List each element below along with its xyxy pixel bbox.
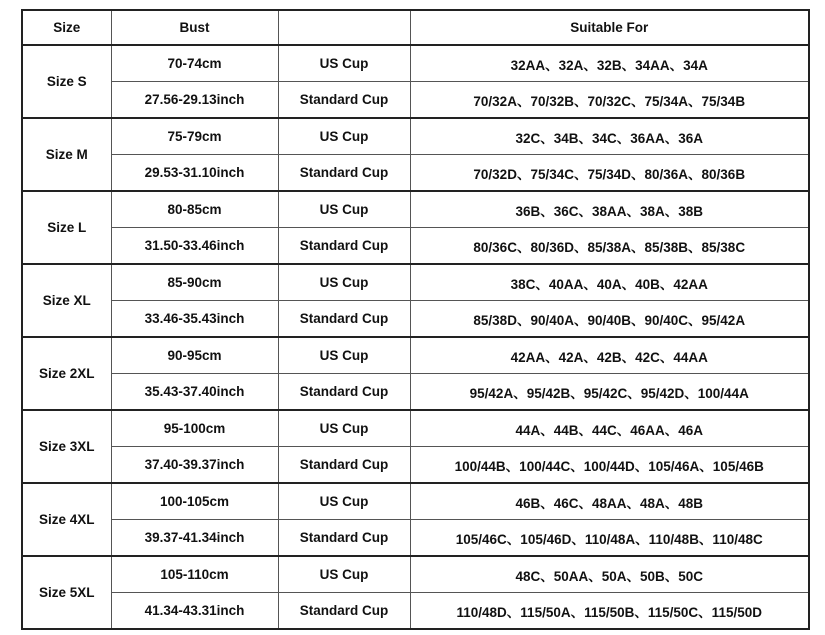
- size-label: Size L: [22, 191, 111, 264]
- suitable-us-cups: 32C、34B、34C、36AA、36A: [410, 118, 809, 155]
- table-row: [22, 556, 809, 593]
- bust-inch: 39.37-41.34inch: [111, 520, 278, 557]
- bust-inch: 29.53-31.10inch: [111, 155, 278, 192]
- table-row: [22, 483, 809, 520]
- size-chart-table: [21, 9, 810, 630]
- bust-inch: 33.46-35.43inch: [111, 301, 278, 338]
- header-cup: [278, 10, 410, 45]
- cup-type-us: US Cup: [278, 483, 410, 520]
- size-label: Size XL: [22, 264, 111, 337]
- suitable-us-cups: 38C、40AA、40A、40B、42AA: [410, 264, 809, 301]
- cup-type-us: US Cup: [278, 556, 410, 593]
- header-suitable-for: Suitable For: [410, 10, 809, 45]
- table-row: [22, 118, 809, 155]
- suitable-standard-cups: 70/32D、75/34C、75/34D、80/36A、80/36B: [410, 155, 809, 192]
- size-label: Size 4XL: [22, 483, 111, 556]
- cup-type-standard: Standard Cup: [278, 82, 410, 119]
- cup-type-standard: Standard Cup: [278, 301, 410, 338]
- table-row: [22, 228, 809, 265]
- size-label: Size S: [22, 45, 111, 118]
- size-label: Size 2XL: [22, 337, 111, 410]
- cup-type-us: US Cup: [278, 337, 410, 374]
- suitable-standard-cups: 70/32A、70/32B、70/32C、75/34A、75/34B: [410, 82, 809, 119]
- suitable-us-cups: 32AA、32A、32B、34AA、34A: [410, 45, 809, 82]
- suitable-standard-cups: 80/36C、80/36D、85/38A、85/38B、85/38C: [410, 228, 809, 265]
- suitable-us-cups: 48C、50AA、50A、50B、50C: [410, 556, 809, 593]
- table-row: [22, 82, 809, 119]
- cup-type-standard: Standard Cup: [278, 228, 410, 265]
- bust-inch: 31.50-33.46inch: [111, 228, 278, 265]
- suitable-standard-cups: 85/38D、90/40A、90/40B、90/40C、95/42A: [410, 301, 809, 338]
- table-row: [22, 191, 809, 228]
- size-label: Size 3XL: [22, 410, 111, 483]
- cup-type-standard: Standard Cup: [278, 374, 410, 411]
- table-row: [22, 301, 809, 338]
- bust-inch: 37.40-39.37inch: [111, 447, 278, 484]
- size-label: Size M: [22, 118, 111, 191]
- header-row: [22, 10, 809, 45]
- bust-cm: 90-95cm: [111, 337, 278, 374]
- suitable-us-cups: 46B、46C、48AA、48A、48B: [410, 483, 809, 520]
- cup-type-us: US Cup: [278, 45, 410, 82]
- table-row: [22, 374, 809, 411]
- table-row: [22, 45, 809, 82]
- bust-cm: 80-85cm: [111, 191, 278, 228]
- cup-type-us: US Cup: [278, 191, 410, 228]
- suitable-us-cups: 36B、36C、38AA、38A、38B: [410, 191, 809, 228]
- cup-type-us: US Cup: [278, 264, 410, 301]
- suitable-standard-cups: 110/48D、115/50A、115/50B、115/50C、115/50D: [410, 593, 809, 630]
- table-row: [22, 337, 809, 374]
- cup-type-us: US Cup: [278, 118, 410, 155]
- size-label: Size 5XL: [22, 556, 111, 629]
- cup-type-standard: Standard Cup: [278, 520, 410, 557]
- table-body: [22, 45, 809, 629]
- bust-cm: 70-74cm: [111, 45, 278, 82]
- table-row: [22, 447, 809, 484]
- table-row: [22, 520, 809, 557]
- header-bust: Bust: [111, 10, 278, 45]
- table-row: [22, 410, 809, 447]
- cup-type-us: US Cup: [278, 410, 410, 447]
- bust-cm: 105-110cm: [111, 556, 278, 593]
- bust-cm: 85-90cm: [111, 264, 278, 301]
- bust-cm: 95-100cm: [111, 410, 278, 447]
- bust-cm: 75-79cm: [111, 118, 278, 155]
- suitable-standard-cups: 105/46C、105/46D、110/48A、110/48B、110/48C: [410, 520, 809, 557]
- table-row: [22, 155, 809, 192]
- table-row: [22, 593, 809, 630]
- cup-type-standard: Standard Cup: [278, 447, 410, 484]
- suitable-standard-cups: 95/42A、95/42B、95/42C、95/42D、100/44A: [410, 374, 809, 411]
- bust-inch: 27.56-29.13inch: [111, 82, 278, 119]
- bust-inch: 41.34-43.31inch: [111, 593, 278, 630]
- table-header: [22, 10, 809, 45]
- suitable-us-cups: 44A、44B、44C、46AA、46A: [410, 410, 809, 447]
- table-row: [22, 264, 809, 301]
- bust-cm: 100-105cm: [111, 483, 278, 520]
- suitable-us-cups: 42AA、42A、42B、42C、44AA: [410, 337, 809, 374]
- suitable-standard-cups: 100/44B、100/44C、100/44D、105/46A、105/46B: [410, 447, 809, 484]
- cup-type-standard: Standard Cup: [278, 155, 410, 192]
- header-size: Size: [22, 10, 111, 45]
- cup-type-standard: Standard Cup: [278, 593, 410, 630]
- bust-inch: 35.43-37.40inch: [111, 374, 278, 411]
